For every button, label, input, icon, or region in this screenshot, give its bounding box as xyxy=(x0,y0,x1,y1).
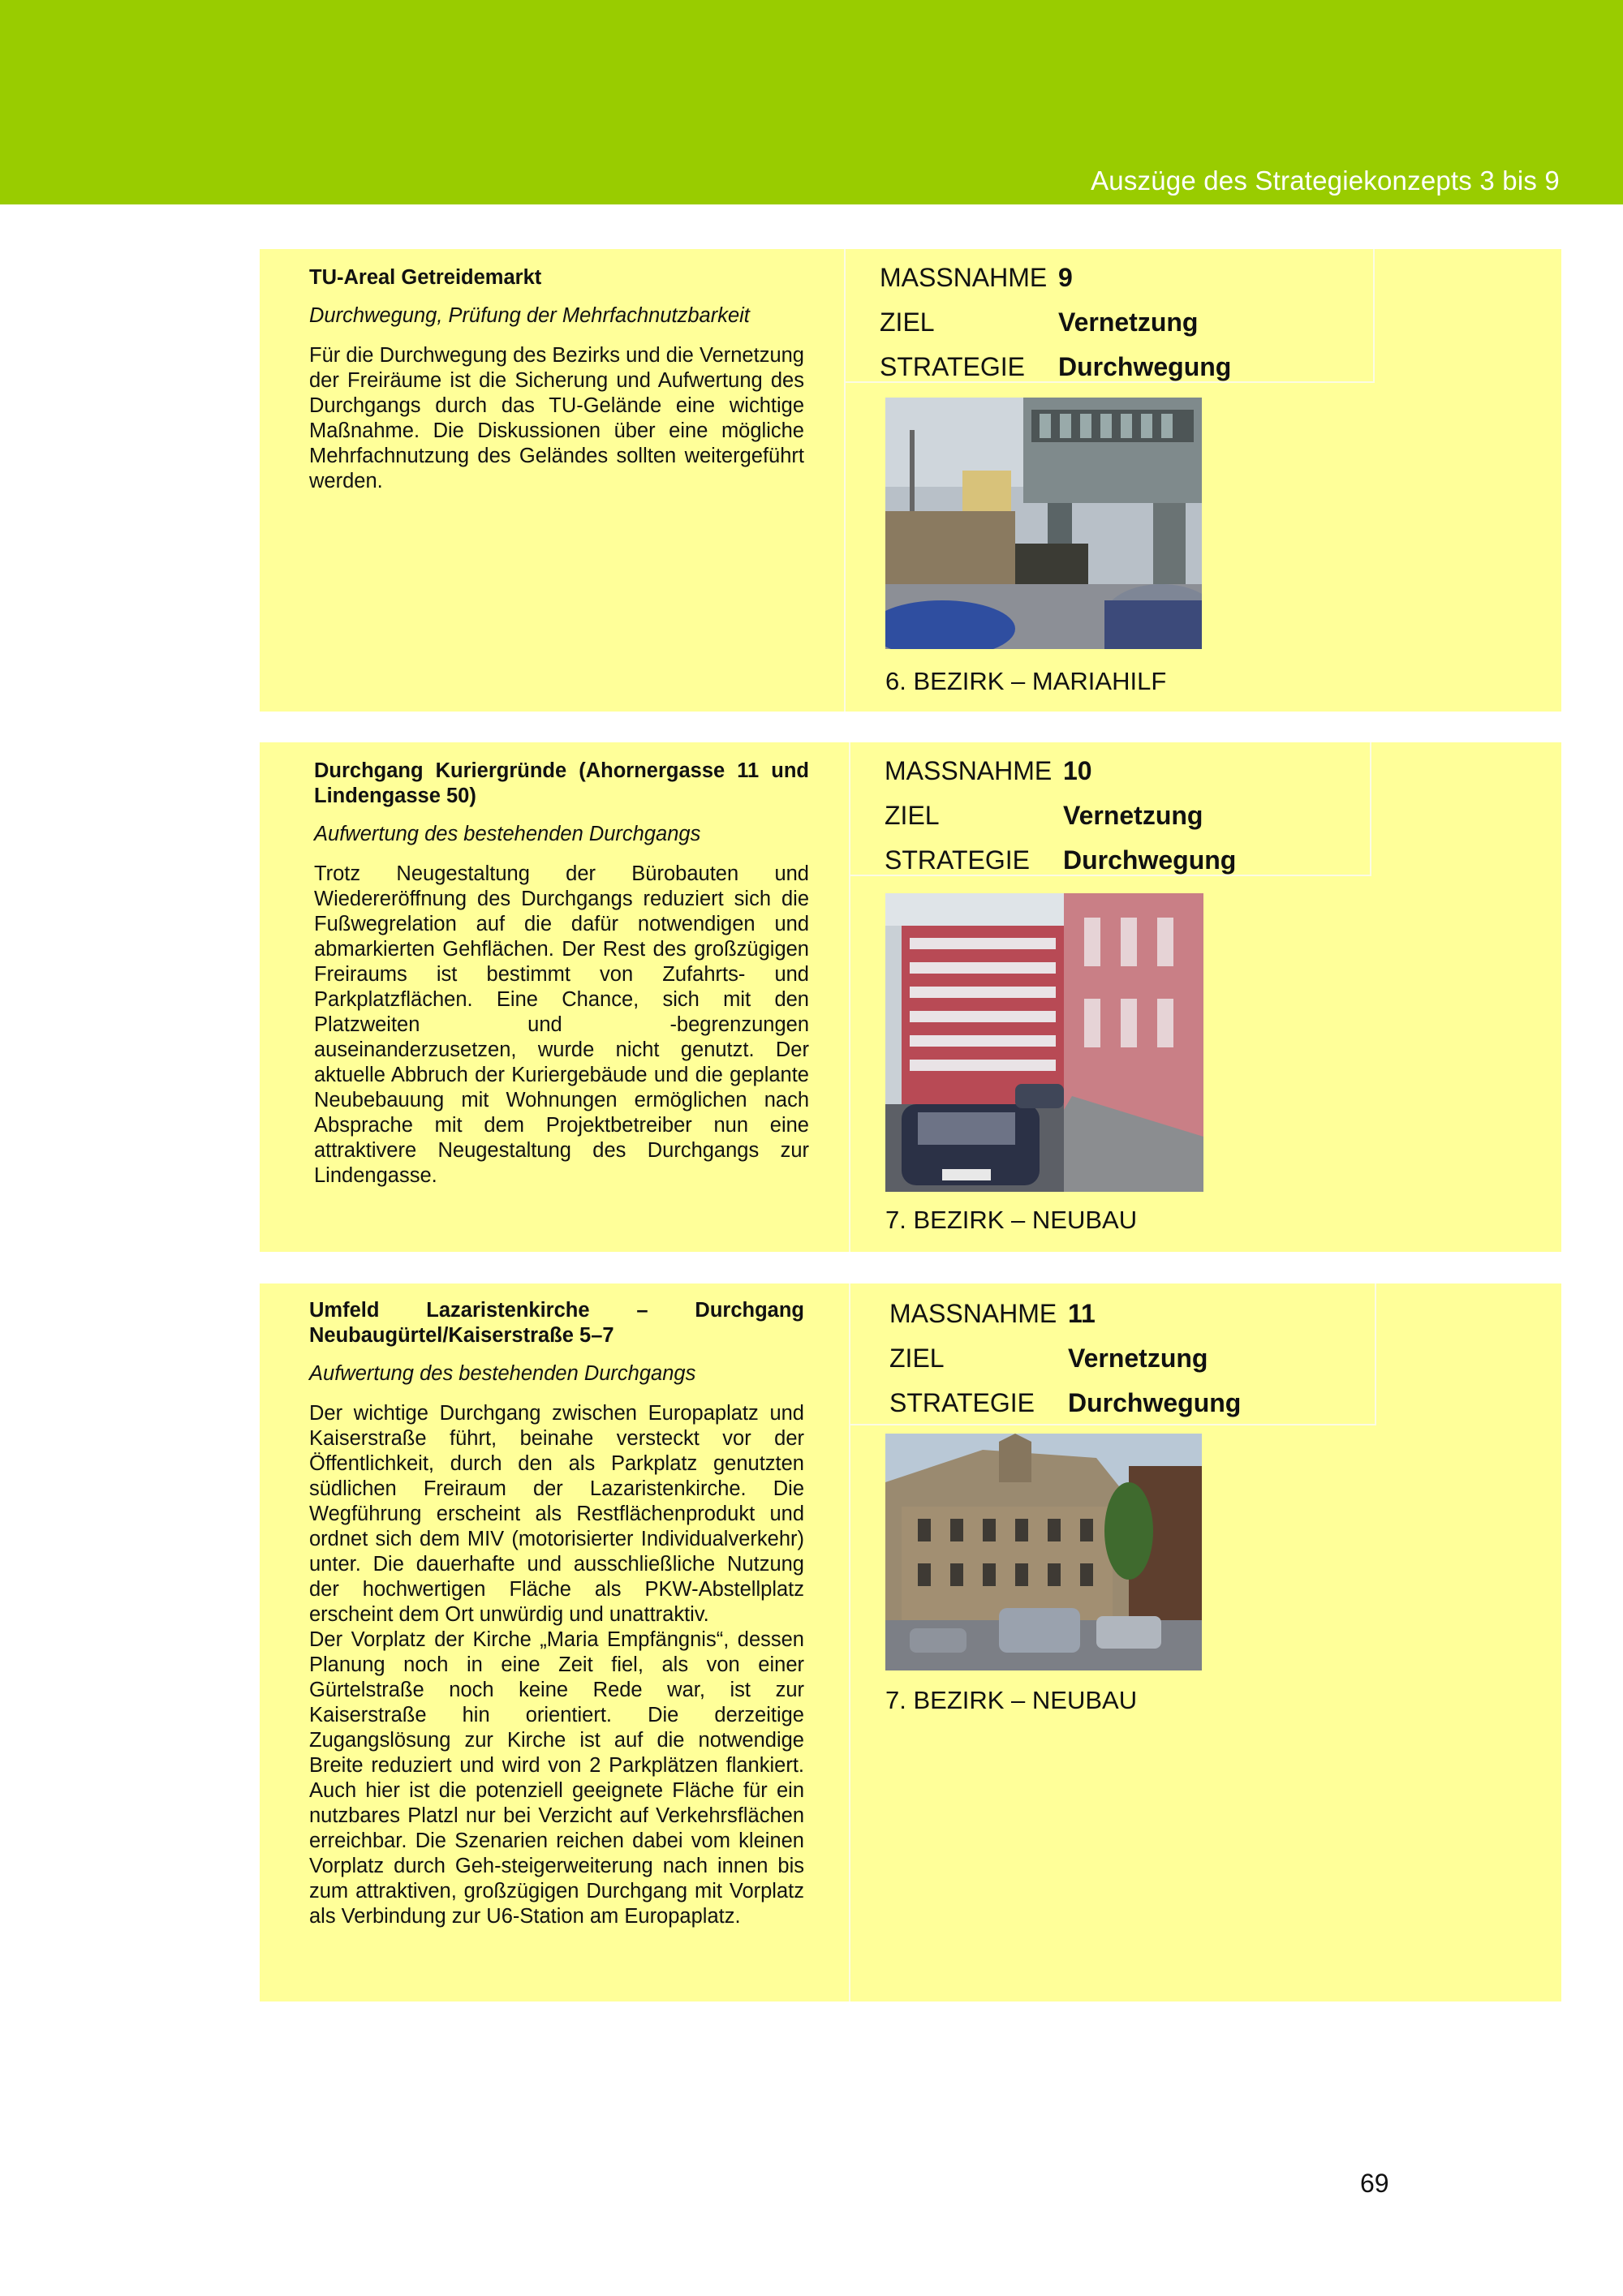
measure-text xyxy=(309,1298,804,1929)
measure-subtitle: Aufwertung des bestehenden Durchgangs xyxy=(309,1362,696,1385)
photo-kuriergruende xyxy=(885,893,1203,1192)
measure-text xyxy=(309,265,804,494)
measure-meta xyxy=(885,749,1236,883)
strategie-value: Durchwegung xyxy=(1068,1388,1242,1417)
massnahme-number: 9 xyxy=(1058,263,1073,292)
measure-subtitle: Aufwertung des bestehenden Durchgangs xyxy=(314,823,701,845)
massnahme-label: MASSNAHME xyxy=(885,756,1053,785)
measure-subtitle: Durchwegung, Prüfung der Mehrfachnutzbarkeit xyxy=(309,304,750,327)
measure-block-9 xyxy=(260,249,1561,712)
massnahme-label: MASSNAHME xyxy=(889,1299,1057,1328)
ziel-label: ZIEL xyxy=(889,1344,945,1373)
strategie-value: Durchwegung xyxy=(1063,845,1237,875)
measure-meta xyxy=(889,1292,1241,1425)
district-label: 7. BEZIRK – NEUBAU xyxy=(885,1206,1138,1234)
measure-title: Umfeld Lazaristenkirche – Durchgang Neubaugürtel/Kaiserstraße 5–7 xyxy=(309,1299,804,1347)
massnahme-label: MASSNAHME xyxy=(880,263,1048,292)
measure-title: Durchgang Kuriergründe (Ahornergasse 11 und Lindengasse 50) xyxy=(314,759,809,807)
strategie-label: STRATEGIE xyxy=(889,1388,1035,1417)
strategie-label: STRATEGIE xyxy=(885,845,1030,875)
measure-body-2: Der Vorplatz der Kirche „Maria Empfängnis“, dessen Planung noch in eine Zeit fiel, als von einer Gürtelstraße noch keine Rede war, ist zur Kaiserstraße hin orientiert. Die derzeitige Zugangslösung zur Kirche ist auf die notwendige Breite reduziert und wird von 2 Parkplätzen flankiert. Auch hier ist die potenziell geeignete Fläche für ein nutzbares Platzl nur bei Verzicht auf Verkehrsflächen erreichbar. Die Szenarien reichen dabei vom kleinen Vorplatz durch Geh-steigerweiterung nach innen bis zum attraktiven, großzügigen Durchgang mit Vorplatz als Verbindung zur U6-Station am Europaplatz. xyxy=(309,1628,804,1928)
ziel-value: Vernetzung xyxy=(1058,307,1199,337)
measure-title: TU-Areal Getreidemarkt xyxy=(309,266,542,289)
header-title: Auszüge des Strategiekonzepts 3 bis 9 xyxy=(1091,166,1560,196)
ziel-value: Vernetzung xyxy=(1068,1344,1208,1373)
ziel-label: ZIEL xyxy=(885,801,940,830)
measure-body: Trotz Neugestaltung der Bürobauten und Wiedereröffnung des Durchgangs reduziert sich die Fußwegrelation auf die dafür notwendigen und abmarkierten Gehflächen. Der Rest des großzügigen Freiraums ist bestimmt von Zufahrts- und Parkplatzflächen. Eine Chance, sich mit den Platzweiten und -begrenzungen auseinanderzusetzen, wurde nicht genutzt. Der aktuelle Abbruch der Kuriergebäude und die geplante Neubebauung mit Wohnungen ermöglichen nach Absprache mit dem Projektbetreiber nun eine attraktivere Neugestaltung des Durchgangs zur Lindengasse. xyxy=(314,862,809,1187)
strategie-value: Durchwegung xyxy=(1058,352,1232,381)
massnahme-number: 11 xyxy=(1068,1299,1096,1328)
measure-block-11 xyxy=(260,1283,1561,2001)
measure-body: Der wichtige Durchgang zwischen Europaplatz und Kaiserstraße führt, beinahe versteckt vor der Öffentlichkeit, durch den als Parkplatz genutzten südlichen Freiraum der Lazaristenkirche. Die Wegführung erscheint als Restflächenprodukt und ordnet sich dem MIV (motorisierter Individualverkehr) unter. Die dauerhafte und ausschließliche Nutzung der hochwertigen Fläche als PKW-Abstellplatz erscheint dem Ort unwürdig und unattraktiv. xyxy=(309,1402,804,1626)
photo-tu-areal xyxy=(885,398,1202,649)
page-number: 69 xyxy=(1360,2169,1389,2198)
district-label: 7. BEZIRK – NEUBAU xyxy=(885,1686,1138,1714)
photo-lazaristenkirche xyxy=(885,1434,1202,1670)
ziel-value: Vernetzung xyxy=(1063,801,1203,830)
measure-text xyxy=(314,759,809,1189)
measure-meta xyxy=(880,256,1231,389)
massnahme-number: 10 xyxy=(1063,756,1092,785)
measure-block-10 xyxy=(260,742,1561,1252)
header-band xyxy=(0,0,1623,204)
ziel-label: ZIEL xyxy=(880,307,935,337)
measure-body: Für die Durchwegung des Bezirks und die Vernetzung der Freiräume ist die Sicherung und Aufwertung des Durchgangs durch das TU-Gelände eine wichtige Maßnahme. Die Diskussionen über eine mögliche Mehrfachnutzung des Geländes sollten weitergeführt werden. xyxy=(309,344,804,492)
strategie-label: STRATEGIE xyxy=(880,352,1025,381)
district-label: 6. BEZIRK – MARIAHILF xyxy=(885,667,1167,695)
